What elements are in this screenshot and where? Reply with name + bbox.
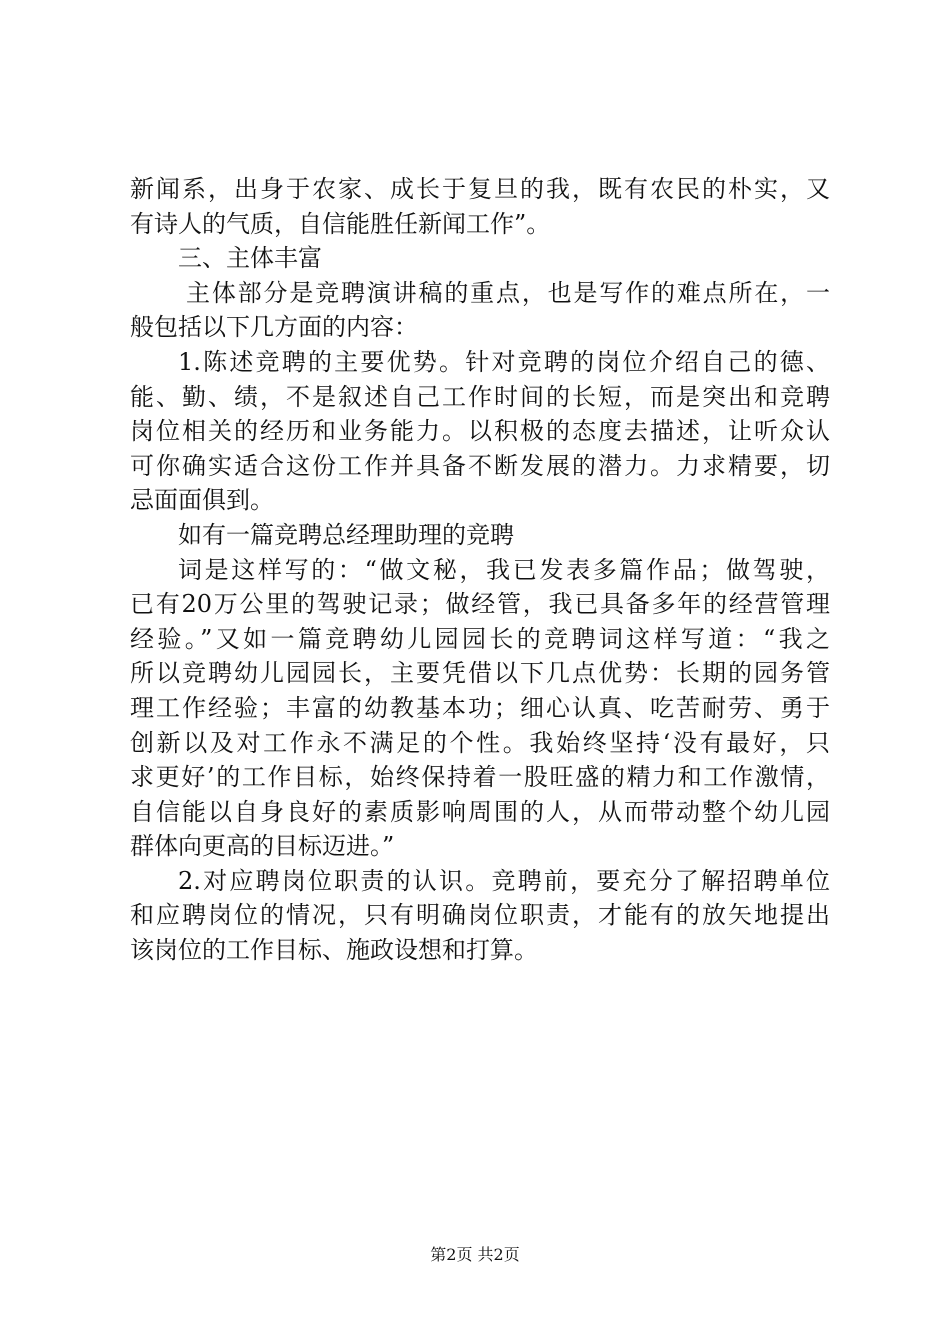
text-line: 有诗人的气质，自信能胜任新闻工作”。	[130, 209, 551, 238]
text-line: 求更好’的工作目标，始终保持着一股旺盛的精力和工作激情，	[130, 763, 830, 792]
text-line: 所以竞聘幼儿园园长，主要凭借以下几点优势：长期的园务管	[130, 659, 830, 688]
text-line: 群体向更高的目标迈进。”	[130, 832, 395, 861]
text-line: 词是这样写的：“做文秘，我已发表多篇作品；做驾驶，	[178, 555, 830, 584]
text-line: 和应聘岗位的情况，只有明确岗位职责，才能有的放矢地提出	[130, 901, 830, 930]
text-line: 可你确实适合这份工作并具备不断发展的潜力。力求精要，切	[130, 451, 830, 480]
text-line: 主体部分是竞聘演讲稿的重点，也是写作的难点所在，一	[186, 278, 830, 307]
text-line: 已有20万公里的驾驶记录；做经管，我已具备多年的经营管理	[130, 590, 830, 619]
text-line: 自信能以自身良好的素质影响周围的人，从而带动整个幼儿园	[130, 797, 830, 826]
text-line: 般包括以下几方面的内容：	[130, 313, 418, 342]
text-line: 经验。”又如一篇竞聘幼儿园园长的竞聘词这样写道：“我之	[130, 624, 830, 653]
document-body	[130, 172, 830, 968]
text-line: 理工作经验；丰富的幼教基本功；细心认真、吃苦耐劳、勇于	[130, 693, 830, 722]
text-line: 该岗位的工作目标、施政设想和打算。	[130, 936, 538, 965]
text-line: 能、勤、绩，不是叙述自己工作时间的长短，而是突出和竞聘	[130, 382, 830, 411]
text-line: 1.陈述竞聘的主要优势。针对竞聘的岗位介绍自己的德、	[178, 347, 830, 376]
text-line: 新闻系，出身于农家、成长于复旦的我，既有农民的朴实，又	[130, 175, 830, 203]
page-number-footer: 第2页 共2页	[430, 1245, 520, 1264]
text-line: 如有一篇竞聘总经理助理的竞聘	[178, 520, 514, 549]
text-line: 创新以及对工作永不满足的个性。我始终坚持‘没有最好，只	[130, 728, 830, 757]
text-line: 岗位相关的经历和业务能力。以积极的态度去描述，让听众认	[130, 417, 830, 446]
section-heading: 三、主体丰富	[178, 244, 322, 273]
text-line: 忌面面俱到。	[130, 486, 274, 515]
text-line: 2.对应聘岗位职责的认识。竞聘前，要充分了解招聘单位	[178, 866, 830, 895]
